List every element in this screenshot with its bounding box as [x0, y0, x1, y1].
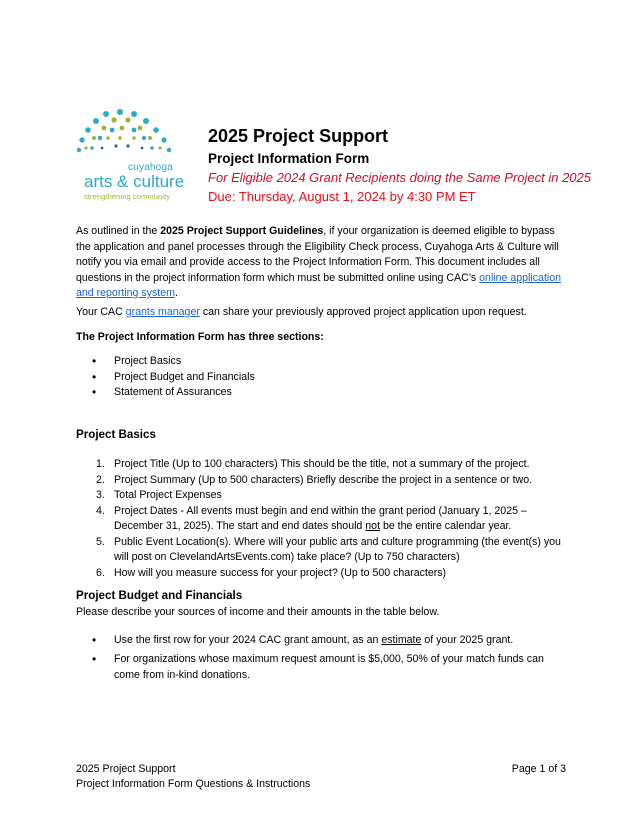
item-text: of your 2025 grant. [421, 634, 514, 646]
item-number: 1. [96, 458, 105, 470]
footer-line-1: 2025 Project Support [76, 763, 176, 775]
budget-intro: Please describe your sources of income and their amounts in the table below. [76, 606, 440, 618]
item-text-underlined: not [365, 520, 381, 532]
list-item: • For organizations whose maximum request amount is $5,000, 50% of your match funds can come from in-kind donations. [76, 651, 568, 684]
logo-text-cuyahoga: cuyahoga [128, 162, 173, 173]
item-text: Project Title (Up to 100 characters) This should be the title, not a summary of the project. [114, 458, 530, 470]
item-number: 5. [96, 535, 105, 548]
item-text-underlined: estimate [381, 634, 422, 646]
footer-line-2: Project Information Form Questions & Instructions [76, 778, 311, 790]
list-item [76, 504, 568, 535]
online-application-link[interactable]: online application and reporting system [76, 271, 562, 299]
document-header [208, 124, 628, 206]
grants-manager-paragraph [76, 305, 568, 321]
document-title: 2025 Project Support [208, 126, 389, 146]
due-date: Due: Thursday, August 1, 2024 by 4:30 PM ET [208, 189, 476, 204]
intro-text-start: As outlined in the [76, 225, 161, 237]
list-item: • Project Budget and Financials [76, 370, 568, 386]
page-number: Page 1 of 3 [511, 763, 566, 775]
p2-text-end: can share your previously approved project application upon request. [199, 306, 527, 318]
item-number: 3. [96, 489, 105, 501]
intro-text-end: . [174, 287, 178, 299]
project-basics-heading: Project Basics [76, 428, 156, 441]
item-text: Project Dates - All events must begin and end within the grant period (January 1, 2025 – December 31, 2025). The start and end dates should [114, 504, 527, 532]
logo-text-arts-culture: arts & culture [84, 172, 185, 191]
list-item [76, 488, 568, 504]
list-item [76, 535, 568, 566]
item-number: 4. [96, 504, 105, 517]
item-text: Use the first row for your 2024 CAC grant amount, as an [114, 634, 382, 646]
item-text: Project Summary (Up to 500 characters) Briefly describe the project in a sentence or two. [114, 473, 533, 486]
eligibility-note: For Eligible 2024 Grant Recipients doing the Same Project in 2025 [208, 170, 591, 185]
budget-heading: Project Budget and Financials [76, 589, 243, 602]
budget-list [76, 632, 568, 684]
list-item [76, 566, 568, 582]
document-subtitle: Project Information Form [208, 151, 370, 166]
sections-heading: The Project Information Form has three sections: [76, 331, 324, 343]
list-item [76, 457, 568, 473]
list-item [76, 632, 568, 649]
sections-list [76, 354, 568, 401]
item-number: 6. [96, 566, 105, 579]
intro-text-middle: , if your organization is deemed eligible to bypass the application and panel processes through the Eligibility Check process, Cuyahoga Arts & Culture will notify you via email and provide access to the Project Information Form. This document includes all questions in the project information form which must be submitted online using CAC’s [76, 225, 559, 284]
logo-dots-icon [76, 108, 186, 164]
page-footer [76, 762, 566, 792]
logo-text-tagline: strengthening community [84, 192, 171, 201]
guidelines-name: 2025 Project Support Guidelines [160, 225, 324, 237]
item-text: Public Event Location(s). Where will your public arts and culture programming (the event(s) you will post on ClevelandArtsEvents.com) take place? (Up to 750 characters) [114, 535, 561, 563]
project-basics-list [76, 457, 568, 581]
grants-manager-link[interactable]: grants manager [125, 306, 200, 318]
list-item: • Statement of Assurances [76, 385, 568, 401]
list-item: • Project Basics [76, 354, 568, 370]
p2-text-start: Your CAC [76, 306, 126, 318]
item-text: Total Project Expenses [114, 489, 222, 501]
item-text: How will you measure success for your project? (Up to 500 characters) [114, 566, 447, 579]
cac-logo [76, 108, 186, 204]
intro-paragraph [76, 224, 568, 302]
item-text: be the entire calendar year. [380, 520, 512, 532]
list-item [76, 473, 568, 489]
item-number: 2. [96, 473, 105, 486]
